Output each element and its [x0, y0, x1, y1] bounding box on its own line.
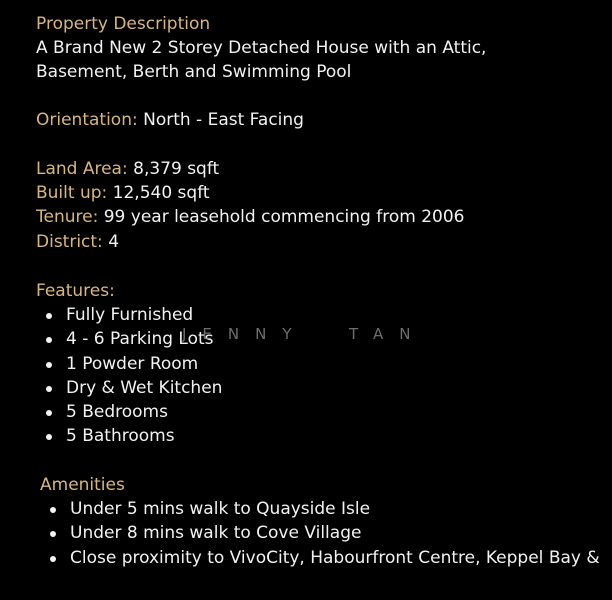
feature-item [36, 424, 612, 448]
detail-label: Built up: [36, 183, 108, 204]
amenities-list [40, 497, 612, 570]
detail-row-district [36, 230, 612, 254]
description-line-1: A Brand New 2 Storey Detached House with an Attic, [36, 38, 487, 59]
feature-text: 5 Bedrooms [66, 402, 168, 423]
bullet-icon [50, 531, 56, 537]
detail-label: Tenure: [36, 207, 99, 228]
detail-row-land-area [36, 157, 612, 181]
detail-value: 8,379 sqft [133, 159, 220, 179]
description-section [36, 12, 612, 85]
amenity-item [40, 546, 612, 570]
amenity-item [40, 521, 612, 545]
amenities-section [40, 473, 612, 570]
feature-text: Fully Furnished [66, 305, 194, 326]
feature-text: Dry & Wet Kitchen [66, 377, 223, 398]
amenity-text: Close proximity to VivoCity, Habourfront Centre, Keppel Bay & [70, 547, 600, 568]
detail-row-built-up [36, 181, 612, 205]
detail-label: Land Area: [36, 159, 128, 179]
watermark: JENNY TAN [182, 325, 427, 343]
detail-value: 99 year leasehold commencing from 2006 [103, 207, 465, 228]
features-section [36, 279, 612, 448]
detail-value: 12,540 sqft [112, 183, 210, 204]
amenity-item [40, 497, 612, 521]
description-heading: Property Description [36, 14, 211, 34]
description-line-2: Basement, Berth and Swimming Pool [36, 62, 352, 83]
bullet-icon [46, 386, 52, 392]
bullet-icon [46, 434, 52, 440]
amenities-heading: Amenities [40, 475, 125, 495]
bullet-icon [50, 556, 56, 562]
details-section [36, 157, 612, 254]
feature-text: 4 - 6 Parking Lots [66, 329, 214, 350]
orientation-row [36, 108, 612, 132]
detail-row-tenure [36, 205, 612, 229]
detail-value: 4 [108, 231, 120, 252]
amenity-text: Under 5 mins walk to Quayside Isle [70, 499, 371, 520]
feature-item [36, 400, 612, 424]
bullet-icon [46, 362, 52, 368]
features-heading: Features: [36, 281, 115, 301]
feature-item [36, 376, 612, 400]
bullet-icon [46, 313, 52, 319]
amenity-text: Under 8 mins walk to Cove Village [70, 523, 362, 544]
detail-label: District: [36, 231, 103, 252]
feature-text: 5 Bathrooms [66, 426, 175, 447]
orientation-value: North - East Facing [143, 110, 304, 130]
bullet-icon [50, 507, 56, 513]
bullet-icon [46, 337, 52, 343]
feature-text: 1 Powder Room [66, 353, 199, 374]
feature-item [36, 352, 612, 376]
bullet-icon [46, 410, 52, 416]
orientation-label: Orientation: [36, 110, 138, 130]
